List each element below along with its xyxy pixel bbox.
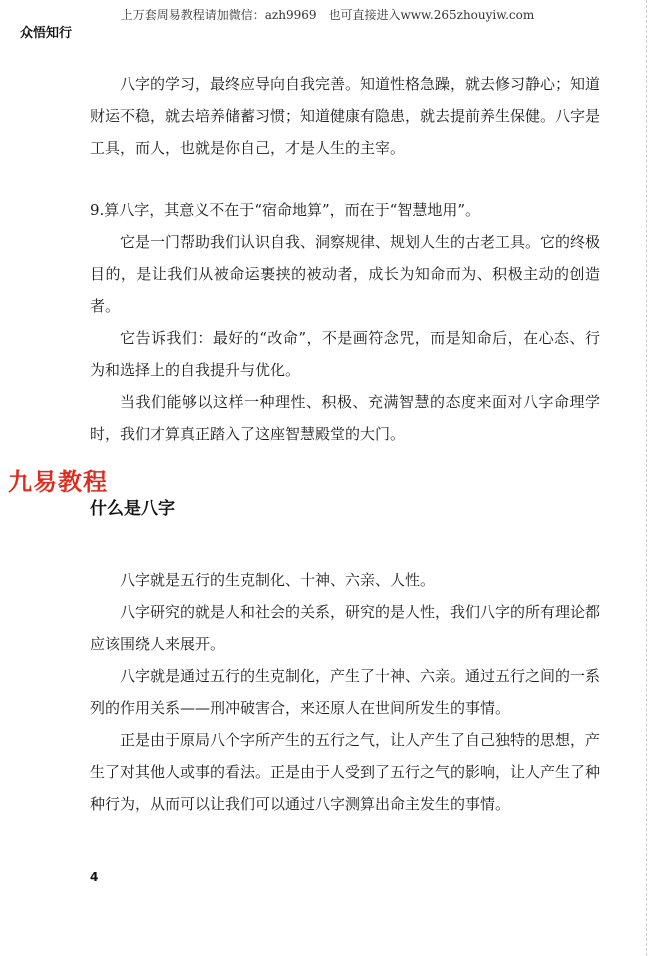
page-edge-divider	[645, 0, 647, 956]
section-self-improvement	[90, 68, 600, 164]
section-what-is-bazi	[90, 564, 600, 820]
section-title-line: 9.算八字，其意义不在于“宿命地算”，而在于“智慧地用”。	[90, 201, 480, 219]
paragraph: 当我们能够以这样一种理性、积极、充满智慧的态度来面对八字命理学时，我们才算真正踏入了这座智慧殿堂的大门。	[90, 393, 600, 443]
paragraph: 正是由于原局八个字所产生的五行之气，让人产生了自己独特的思想，产生了对其他人或事的看法。正是由于人受到了五行之气的影响，让人产生了种种行为，从而可以让我们可以通过八字测算出命主发生的事情。	[90, 731, 601, 813]
paragraph: 八字研究的就是人和社会的关系，研究的是人性，我们八字的所有理论都应该围绕人来展开。	[90, 603, 601, 653]
top-banner: 上万套周易教程请加微信：azh9969 也可直接进入www.265zhouyiw.com	[120, 8, 535, 22]
paragraph: 它告诉我们：最好的“改命”，不是画符念咒，而是知命后，在心态、行为和选择上的自我提升与优化。	[90, 329, 600, 379]
watermark-logo: 九易教程	[8, 468, 108, 496]
section-bazi-meaning	[90, 194, 600, 450]
header-title: 众悟知行	[20, 26, 73, 41]
section-heading: 什么是八字	[90, 499, 175, 519]
paragraph: 八字就是通过五行的生克制化，产生了十神、六亲。通过五行之间的一系列的作用关系——刑冲破害合，来还原人在世间所发生的事情。	[90, 667, 601, 717]
paragraph: 它是一门帮助我们认识自我、洞察规律、规划人生的古老工具。它的终极目的，是让我们从被命运裹挟的被动者，成长为知命而为、积极主动的创造者。	[90, 233, 601, 315]
page-number: 4	[90, 870, 99, 884]
paragraph: 八字就是五行的生克制化、十神、六亲、人性。	[120, 571, 436, 589]
paragraph: 八字的学习，最终应导向自我完善。知道性格急躁，就去修习静心；知道财运不稳，就去培养储蓄习惯；知道健康有隐患，就去提前养生保健。八字是工具，而人，也就是你自己，才是人生的主宰。	[90, 75, 601, 157]
